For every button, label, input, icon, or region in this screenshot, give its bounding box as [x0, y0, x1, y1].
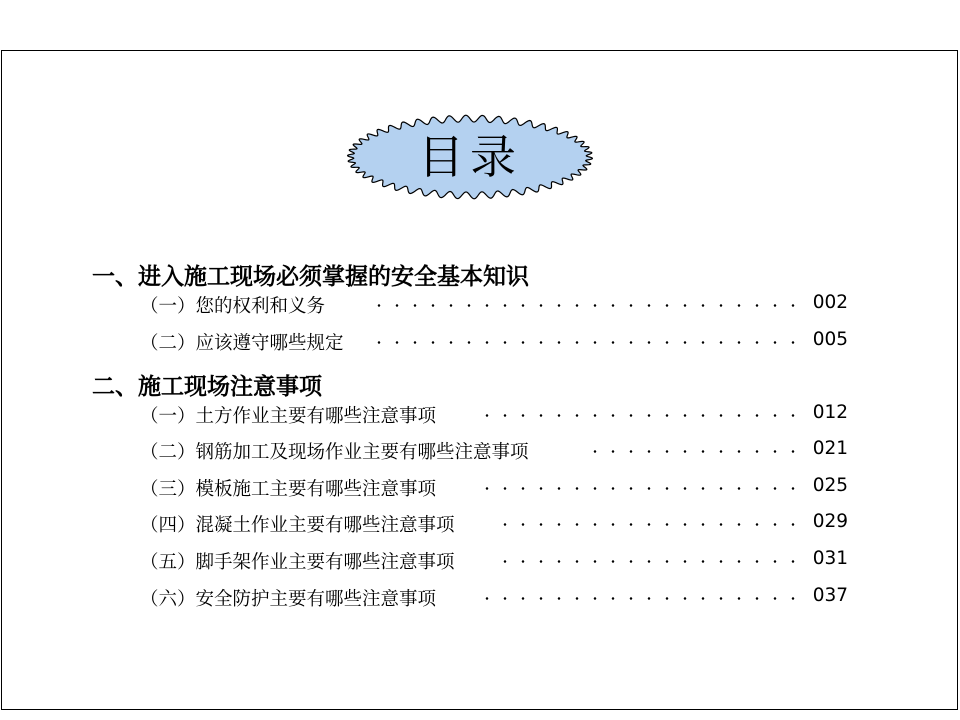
- toc-entry-page: 005: [812, 329, 848, 350]
- toc-entry[interactable]: [140, 585, 850, 611]
- toc-entry[interactable]: [140, 475, 850, 501]
- toc-entry-label: （二）应该遵守哪些规定: [140, 333, 344, 354]
- page-title: 目录: [418, 130, 522, 184]
- toc-entry-label: （二）钢筋加工及现场作业主要有哪些注意事项: [140, 442, 529, 463]
- title-cloud: [344, 112, 596, 202]
- toc-entry[interactable]: [140, 402, 850, 428]
- section-heading-1: 一、进入施工现场必须掌握的安全基本知识: [92, 264, 529, 290]
- dot-leader: [474, 597, 802, 600]
- dot-leader: [474, 487, 802, 490]
- toc-entry-page: 029: [812, 511, 848, 532]
- toc-entry-label: （四）混凝土作业主要有哪些注意事项: [140, 515, 455, 536]
- toc-entry-label: （一）您的权利和义务: [140, 296, 326, 317]
- toc-entry-page: 037: [812, 585, 848, 606]
- toc-entry-page: 002: [812, 292, 848, 313]
- toc-entry[interactable]: [140, 329, 850, 355]
- dot-leader: [474, 414, 802, 417]
- toc-entry[interactable]: [140, 438, 850, 464]
- toc-entry-label: （六）安全防护主要有哪些注意事项: [140, 589, 437, 610]
- section-heading-2: 二、施工现场注意事项: [92, 374, 322, 400]
- dot-leader: [586, 450, 802, 453]
- dot-leader: [372, 341, 802, 344]
- dot-leader: [372, 304, 802, 307]
- toc-entry[interactable]: [140, 292, 850, 318]
- dot-leader: [492, 523, 802, 526]
- toc-entry-page: 025: [812, 475, 848, 496]
- toc-entry-label: （三）模板施工主要有哪些注意事项: [140, 479, 437, 500]
- toc-entry[interactable]: [140, 511, 850, 537]
- toc-entry-label: （五）脚手架作业主要有哪些注意事项: [140, 552, 455, 573]
- dot-leader: [492, 560, 802, 563]
- toc-entry-label: （一）土方作业主要有哪些注意事项: [140, 406, 437, 427]
- toc-entry[interactable]: [140, 548, 850, 574]
- toc-entry-page: 012: [812, 402, 848, 423]
- toc-entry-page: 021: [812, 438, 848, 459]
- toc-entry-page: 031: [812, 548, 848, 569]
